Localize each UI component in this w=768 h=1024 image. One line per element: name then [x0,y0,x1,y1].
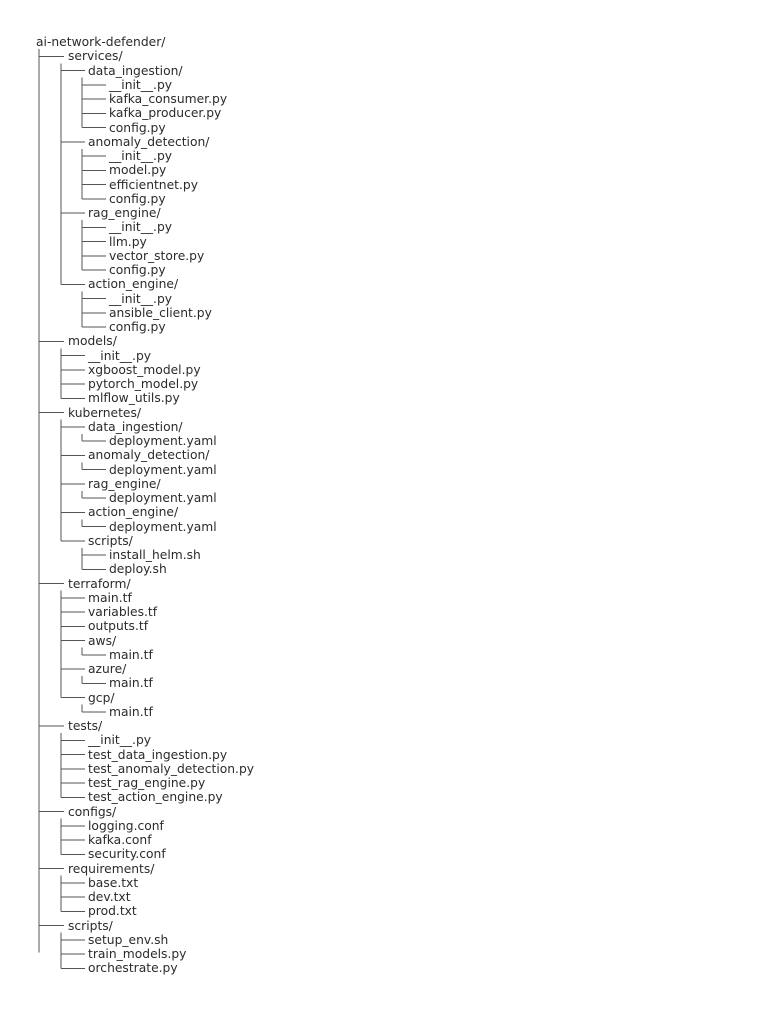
tree-folder-label[interactable]: requirements/ [68,861,155,876]
tree-file-label[interactable]: kafka.conf [88,833,152,847]
tree-folder-label[interactable]: tests/ [68,719,103,733]
tree-file-label[interactable]: base.txt [88,875,139,890]
tree-folder-label[interactable]: rag_engine/ [88,476,161,491]
tree-folder-label[interactable]: action_engine/ [88,505,179,520]
tree-file-label[interactable]: test_rag_engine.py [88,776,206,790]
tree-file-label[interactable]: deployment.yaml [109,462,217,477]
tree-folder-label[interactable]: terraform/ [68,576,131,591]
tree-file-label[interactable]: efficientnet.py [109,177,198,192]
tree-file-label[interactable]: __init__.py [109,149,173,163]
tree-file-label[interactable]: test_action_engine.py [88,790,223,805]
tree-file-label[interactable]: install_helm.sh [109,548,201,562]
tree-file-label[interactable]: orchestrate.py [88,961,178,976]
tree-file-label[interactable]: __init__.py [88,348,152,363]
tree-file-label[interactable]: deployment.yaml [109,519,217,534]
tree-file-label[interactable]: vector_store.py [109,248,205,263]
tree-folder-label[interactable]: models/ [68,334,117,349]
tree-folder-label[interactable]: anomaly_detection/ [88,448,210,463]
tree-file-label[interactable]: main.tf [109,676,153,691]
tree-folder-label[interactable]: data_ingestion/ [88,419,183,434]
tree-file-label[interactable]: dev.txt [88,890,131,904]
tree-file-label[interactable]: __init__.py [109,291,173,306]
tree-file-label[interactable]: xgboost_model.py [88,362,201,377]
tree-file-label[interactable]: prod.txt [88,904,137,919]
tree-file-label[interactable]: deploy.sh [109,562,167,577]
tree-file-label[interactable]: config.py [109,191,166,206]
tree-file-label[interactable]: variables.tf [88,605,158,619]
tree-folder-label[interactable]: scripts/ [88,533,133,548]
tree-file-label[interactable]: config.py [109,263,166,277]
tree-file-label[interactable]: security.conf [88,847,166,862]
tree-file-label[interactable]: test_data_ingestion.py [88,747,228,762]
tree-folder-label[interactable]: azure/ [88,662,127,676]
tree-file-label[interactable]: kafka_consumer.py [109,92,228,106]
tree-file-label[interactable]: main.tf [109,647,153,662]
tree-file-label[interactable]: __init__.py [109,220,173,235]
tree-folder-label[interactable]: rag_engine/ [88,206,161,220]
tree-file-label[interactable]: deployment.yaml [109,491,217,505]
tree-file-label[interactable]: setup_env.sh [88,932,169,947]
tree-file-label[interactable]: train_models.py [88,947,187,961]
tree-file-label[interactable]: test_anomaly_detection.py [88,761,255,776]
tree-file-label[interactable]: deployment.yaml [109,434,217,448]
tree-file-label[interactable]: kafka_producer.py [109,106,222,121]
tree-file-label[interactable]: __init__.py [109,77,173,92]
tree-file-label[interactable]: config.py [109,320,166,334]
tree-file-label[interactable]: outputs.tf [88,619,149,634]
tree-folder-label[interactable]: kubernetes/ [68,405,142,420]
tree-file-label[interactable]: config.py [109,120,166,135]
tree-folder-label[interactable]: scripts/ [68,918,113,933]
tree-file-label[interactable]: mlflow_utils.py [88,391,180,406]
tree-folder-label[interactable]: gcp/ [88,690,115,705]
tree-file-label[interactable]: llm.py [109,234,147,249]
tree-folder-label[interactable]: aws/ [88,633,117,648]
tree-folder-label[interactable]: data_ingestion/ [88,63,183,78]
tree-file-label[interactable]: model.py [109,163,167,178]
tree-folder-label[interactable]: services/ [68,49,123,64]
tree-folder-label[interactable]: anomaly_detection/ [88,134,210,149]
tree-file-label[interactable]: pytorch_model.py [88,377,199,391]
tree-file-label[interactable]: main.tf [88,590,132,605]
tree-folder-label[interactable]: ai-network-defender/ [36,35,166,49]
tree-file-label[interactable]: __init__.py [88,733,152,748]
tree-folder-label[interactable]: action_engine/ [88,277,179,292]
tree-file-label[interactable]: logging.conf [88,818,164,833]
tree-file-label[interactable]: ansible_client.py [109,305,212,320]
tree-file-label[interactable]: main.tf [109,704,153,719]
tree-folder-label[interactable]: configs/ [68,804,117,819]
